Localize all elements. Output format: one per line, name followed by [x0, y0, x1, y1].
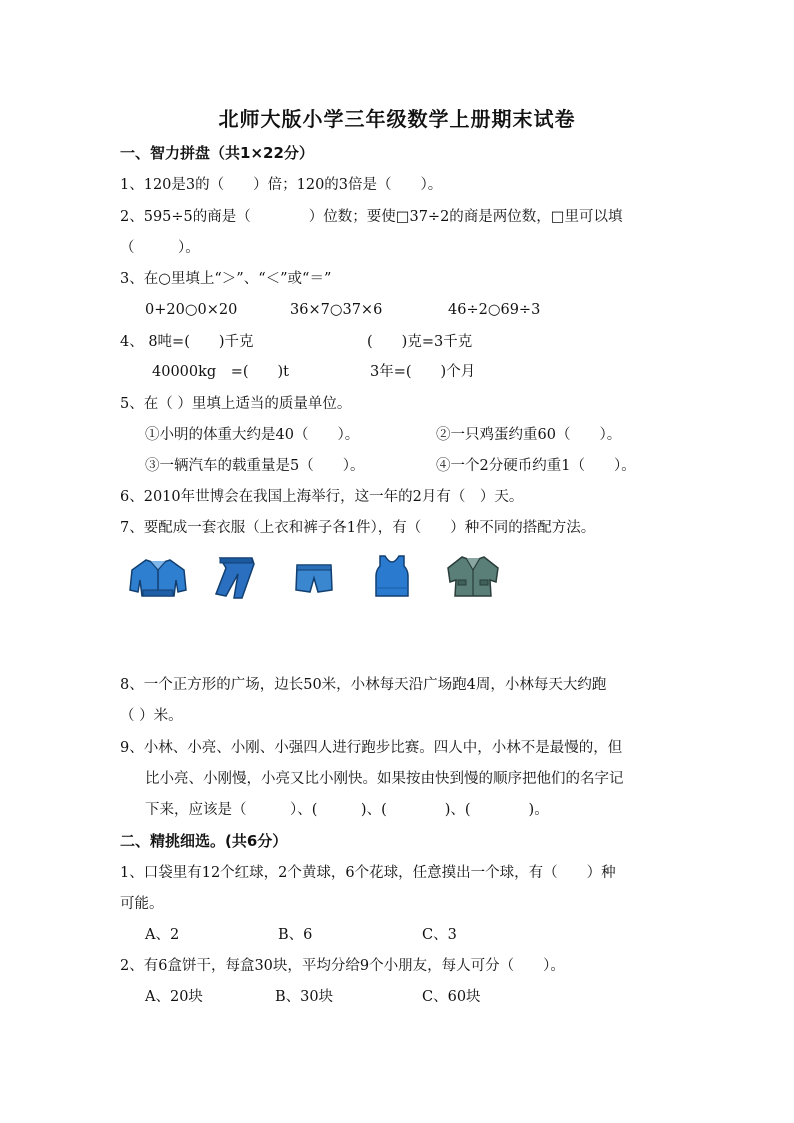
unit-item: ④一个2分硬币约重1（ ）。 [436, 458, 636, 474]
question-1-9-cont: 比小亮、小刚慢，小亮又比小刚快。如果按由快到慢的顺序把他们的名字记 [145, 771, 624, 787]
question-1-2: 2、595÷5的商是（ ）位数；要使□37÷2的商是两位数，□里可以填 [120, 209, 623, 225]
section-1-heading: 一、智力拼盘（共1×22分） [120, 144, 314, 162]
option-c: C、3 [422, 927, 457, 943]
coat-icon [444, 554, 502, 598]
unit-item: ①小明的体重大约是40（ ）。 [145, 427, 360, 443]
compare-item: 46÷2○69÷3 [448, 302, 541, 318]
question-1-8-cont: （ ）米。 [120, 708, 183, 724]
conversion-item: 3年=( )个月 [370, 364, 476, 380]
pants-icon [212, 556, 258, 600]
compare-item: 0+20○0×20 [145, 302, 238, 318]
unit-item: ③一辆汽车的载重量是5（ ）。 [145, 458, 365, 474]
question-1-4: 4、 8吨=( )千克 [120, 334, 254, 350]
compare-item: 36×7○37×6 [290, 302, 383, 318]
option-b: B、30块 [275, 989, 334, 1005]
question-1-9: 9、小林、小亮、小刚、小强四人进行跑步比赛。四人中，小林不是最慢的，但 [120, 740, 623, 756]
question-1-1: 1、120是3的（ ）倍；120的3倍是（ ）。 [120, 177, 443, 193]
question-1-6: 6、2010年世博会在我国上海举行，这一年的2月有（ ）天。 [120, 489, 524, 505]
question-2-1: 1、口袋里有12个红球，2个黄球，6个花球，任意摸出一个球，有（ ）种 [120, 865, 616, 881]
option-a: A、2 [145, 927, 180, 943]
option-b: B、6 [278, 927, 313, 943]
question-1-3: 3、在○里填上“＞”、“＜”或“＝” [120, 271, 332, 287]
unit-item: ②一只鸡蛋约重60（ ）。 [436, 427, 622, 443]
conversion-item: ( )克=3千克 [367, 334, 473, 350]
question-1-7: 7、要配成一套衣服（上衣和裤子各1件），有（ ）种不同的搭配方法。 [120, 520, 596, 536]
option-a: A、20块 [145, 989, 203, 1005]
jacket-icon [128, 556, 188, 598]
conversion-item: 40000kg =( )t [152, 364, 289, 380]
question-1-2-cont: （ ）。 [120, 240, 200, 256]
question-2-1-cont: 可能。 [120, 896, 164, 912]
shorts-icon [294, 562, 334, 594]
question-2-2: 2、有6盒饼干，每盒30块，平均分给9个小朋友，每人可分（ ）。 [120, 958, 565, 974]
option-c: C、60块 [422, 989, 481, 1005]
page-title: 北师大版小学三年级数学上册期末试卷 [218, 107, 576, 131]
section-2-heading: 二、精挑细选。(共6分） [120, 832, 288, 850]
question-1-8: 8、一个正方形的广场，边长50米，小林每天沿广场跑4周，小林每天大约跑 [120, 677, 607, 693]
question-1-9-cont: 下来，应该是（ ）、( )、( )、( )。 [145, 802, 549, 818]
vest-icon [372, 554, 412, 598]
question-1-5: 5、在（ ）里填上适当的质量单位。 [120, 396, 352, 412]
